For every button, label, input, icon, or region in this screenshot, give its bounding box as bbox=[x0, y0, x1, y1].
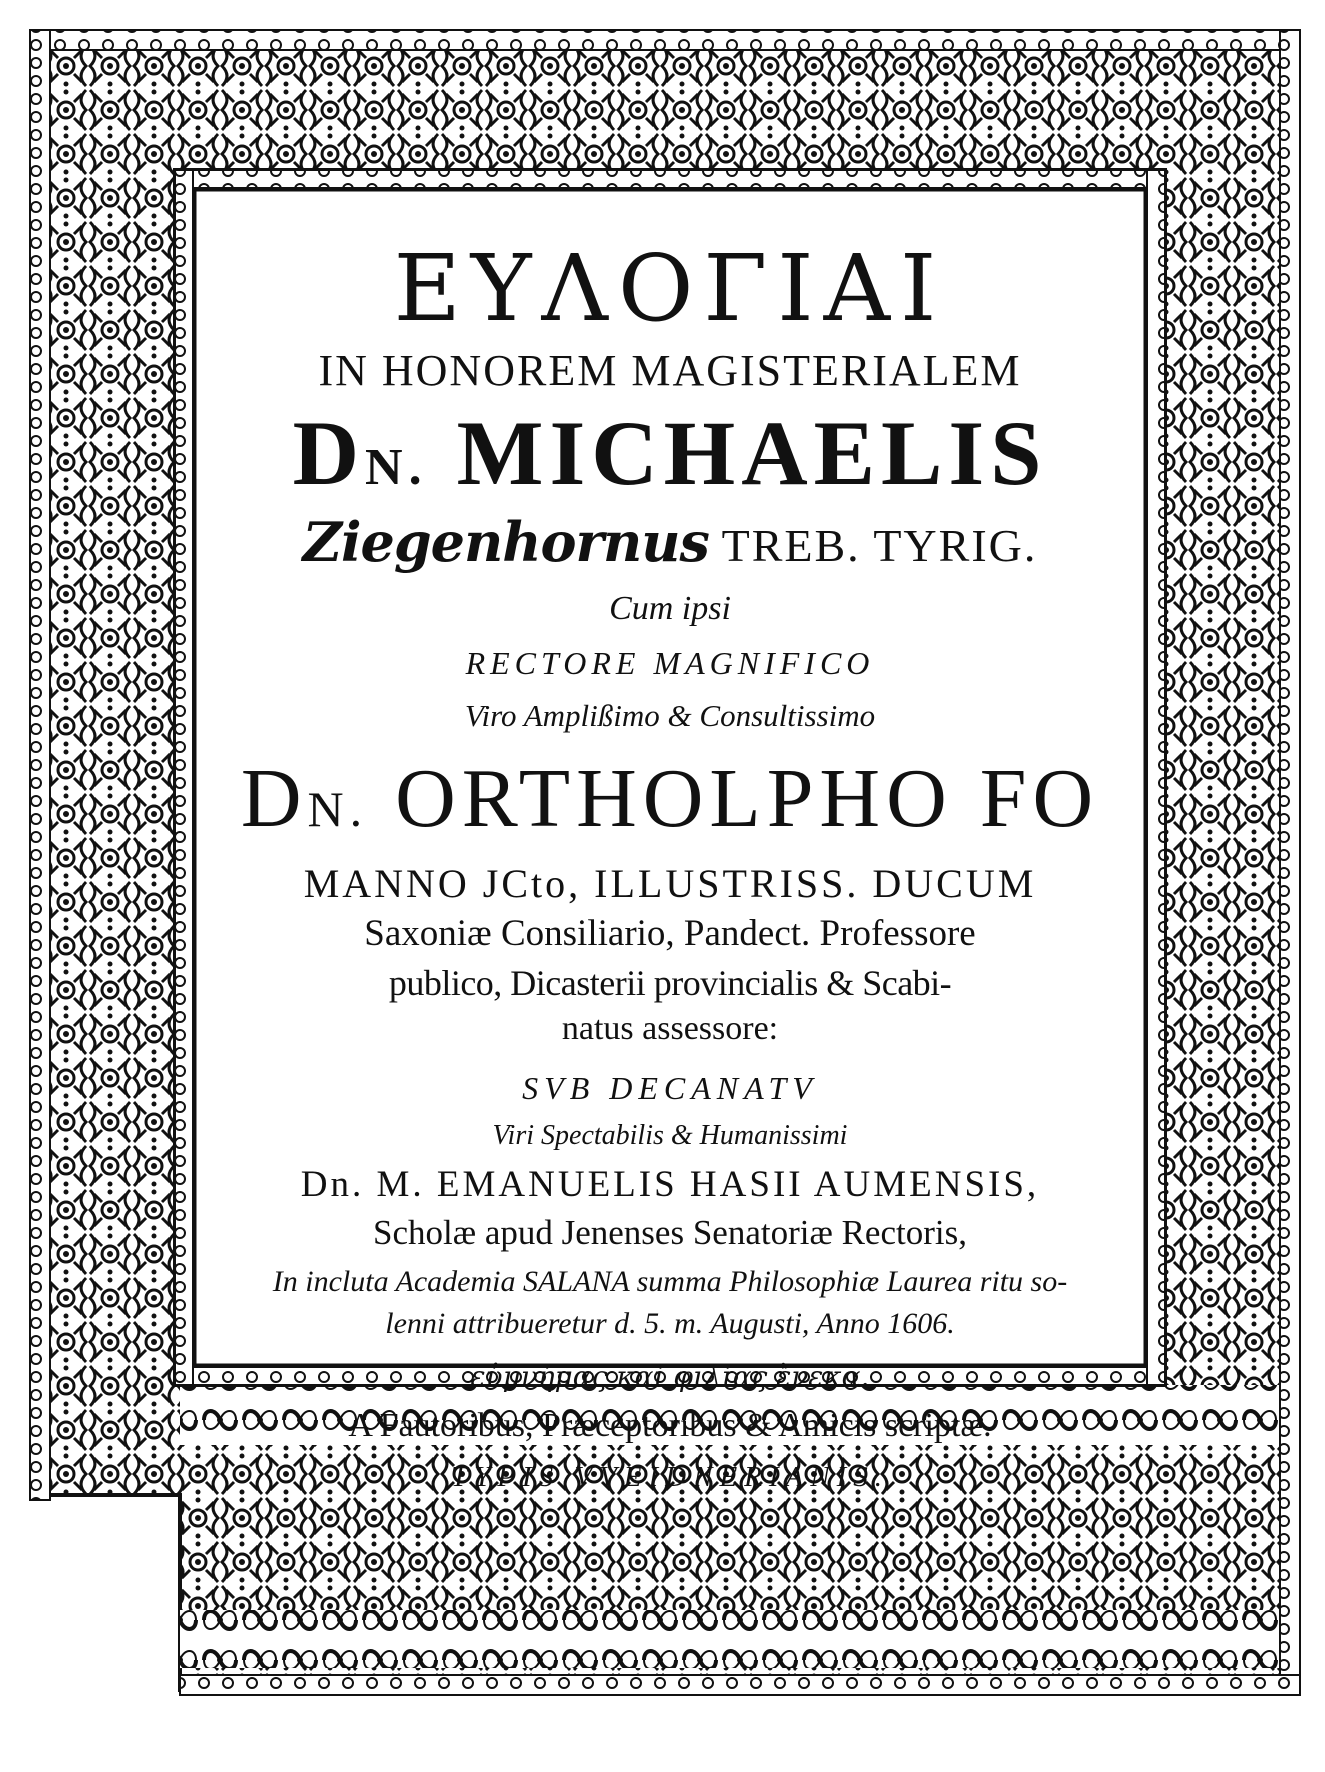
publico-line: publico, Dicasterii provincialis & Scabi- bbox=[388, 963, 952, 1003]
saxoniae-line: Saxoniæ Consiliario, Pandect. Professore bbox=[364, 913, 976, 954]
treb-tyrig: TREB. TYRIG. bbox=[708, 520, 1038, 571]
scholae-line: Scholæ apud Jenenses Senatoriæ Rectoris, bbox=[373, 1213, 967, 1252]
viri-spectabilis: Viri Spectabilis & Humanissimi bbox=[492, 1120, 848, 1151]
ortholpho-line bbox=[200, 750, 1140, 847]
manno-line: MANNO JCto, ILLUSTRISS. DUCUM bbox=[303, 861, 1037, 906]
typis-line: TYPIS VVEIDNERIANIS. bbox=[450, 1461, 889, 1493]
emanuelis-line: Dn. M. EMANUELIS HASII AUMENSIS, bbox=[300, 1164, 1040, 1205]
ortholpho-n: N. bbox=[307, 781, 369, 837]
ziegenhornus-line bbox=[200, 510, 1140, 574]
in-incluta-line: In incluta Academia SALANA summa Philosophiæ Laurea ritu so- bbox=[272, 1265, 1068, 1298]
cum-ipsi: Cum ipsi bbox=[609, 590, 731, 627]
natus-line: natus assessore: bbox=[561, 1010, 779, 1047]
title-text-block bbox=[200, 195, 1140, 1493]
greek-phrase: εὐμνήμας καὶ φιλίας ἕνεκα. bbox=[470, 1360, 870, 1393]
honorem-line: IN HONOREM MAGISTERIALEM bbox=[318, 346, 1022, 395]
michaelis-n: N. bbox=[365, 439, 428, 496]
lenni-line: lenni attribueretur d. 5. m. Augusti, Anno 1606. bbox=[385, 1307, 955, 1340]
viro-amplissimo: Viro Amplißimo & Consultissimo bbox=[464, 698, 876, 733]
fautoribus-line: A Fautoribus, Præceptoribus & Amicis scriptæ. bbox=[348, 1407, 992, 1444]
rectore-magnifico: RECTORE MAGNIFICO bbox=[465, 645, 875, 681]
greek-title: ΕΥΛΟΓΙΑΙ bbox=[393, 235, 947, 342]
michaelis-name: MICHAELIS bbox=[427, 402, 1048, 504]
ortholpho-name: ORTHOLPHO FO bbox=[368, 752, 1100, 845]
ziegenhornus-gothic: Ziegenhornus bbox=[302, 510, 709, 574]
sub-decanatu: SVB DECANATV bbox=[522, 1070, 818, 1106]
michaelis-prefix: D bbox=[292, 402, 366, 504]
ortholpho-prefix: D bbox=[240, 752, 308, 845]
michaelis-line bbox=[200, 400, 1140, 506]
